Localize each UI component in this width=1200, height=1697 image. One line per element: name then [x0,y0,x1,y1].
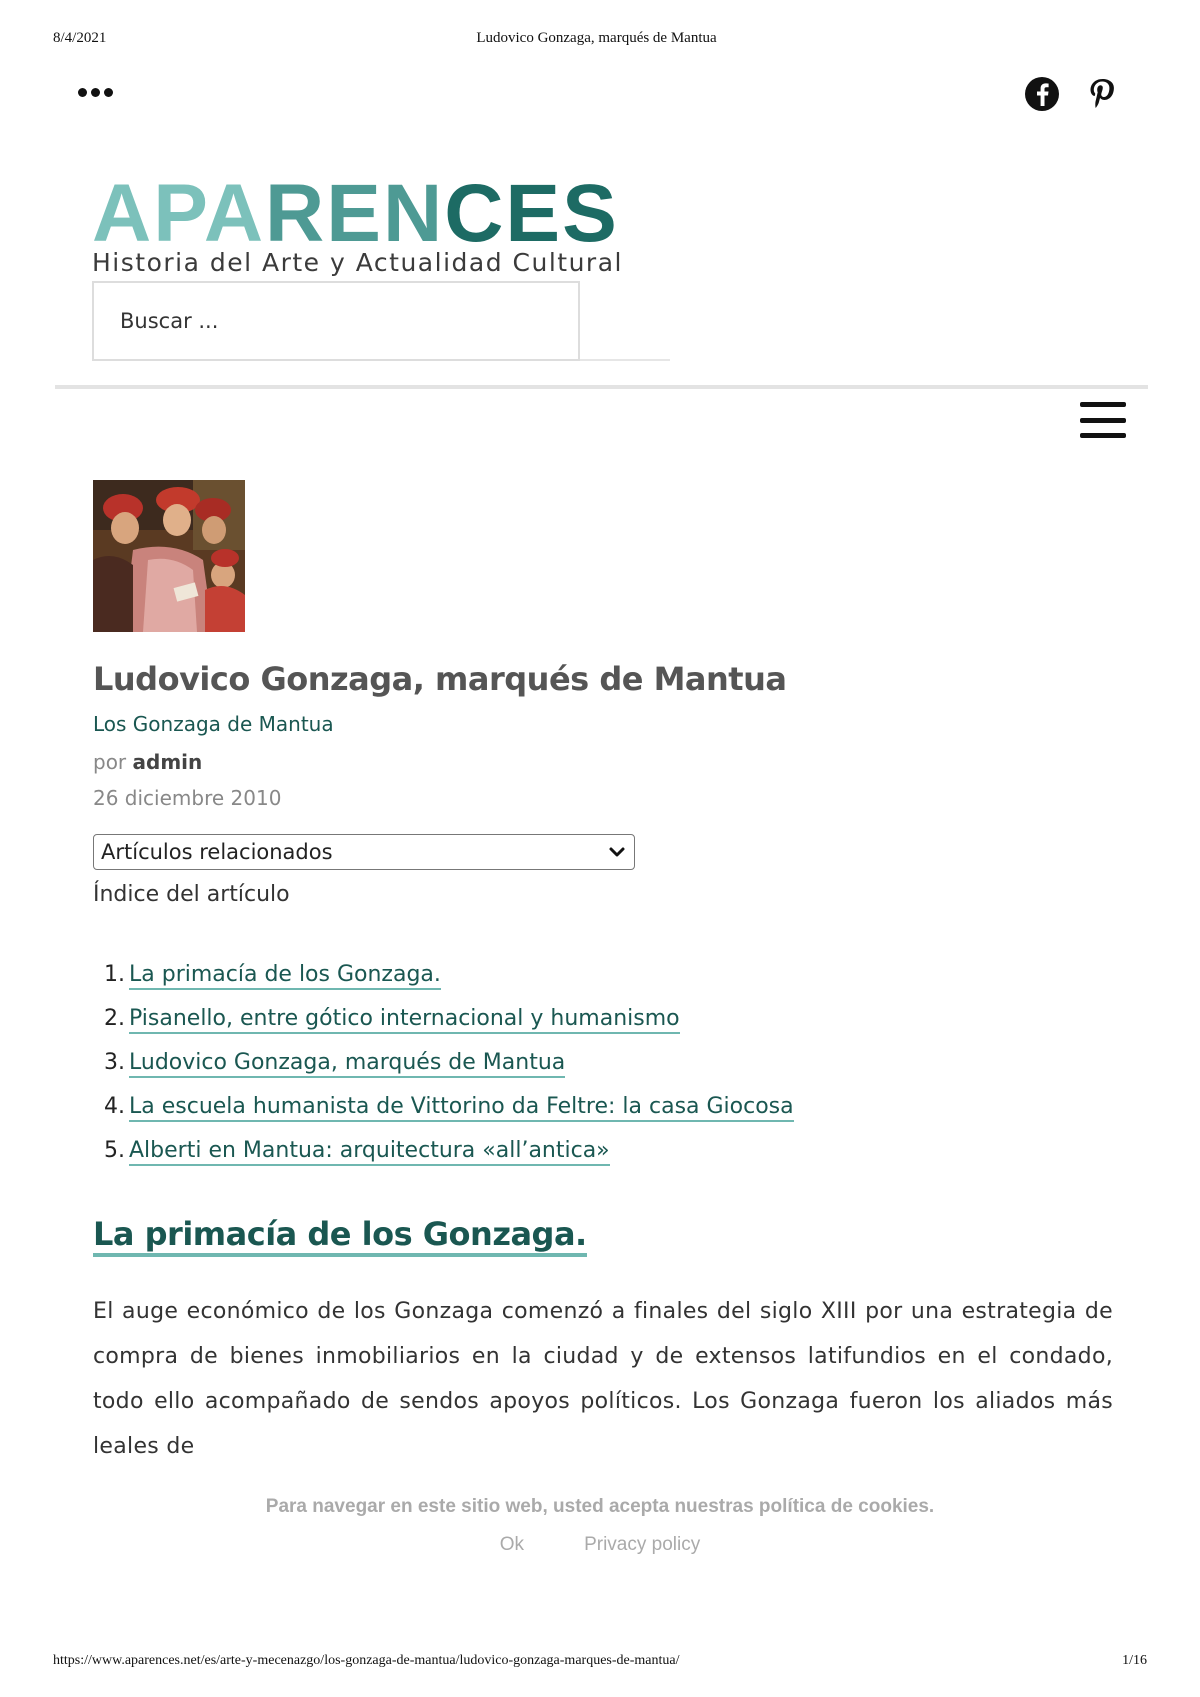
print-footer [53,1653,1147,1673]
pinterest-icon[interactable] [1084,76,1120,112]
table-of-contents [93,953,1113,1173]
site-logo[interactable] [92,168,652,277]
toc-item: 1. La primacía de los Gonzaga. [93,953,1113,997]
toc-link[interactable]: La escuela humanista de Vittorino da Feltre: la casa Giocosa [129,1094,794,1122]
privacy-policy-link[interactable]: Privacy policy [584,1534,701,1555]
toc-item: 5. Alberti en Mantua: arquitectura «all’antica» [93,1129,1113,1173]
toc-link[interactable]: La primacía de los Gonzaga. [129,962,441,990]
toc-item: 4. La escuela humanista de Vittorino da Feltre: la casa Giocosa [93,1085,1113,1129]
print-url: https://www.aparences.net/es/arte-y-mecenazgo/los-gonzaga-de-mantua/ludovico-gonzaga-marques-de-mantua/ [53,1653,680,1668]
toc-item: 2. Pisanello, entre gótico internacional y humanismo [93,997,1113,1041]
toc-item: 3. Ludovico Gonzaga, marqués de Mantua [93,1041,1113,1085]
related-select-value: Artículos relacionados [101,840,333,864]
search-input[interactable] [94,283,578,359]
toc-title: Índice del artículo [93,882,290,907]
cookie-actions [0,1534,1200,1556]
search-underline [580,359,670,361]
article-thumbnail [93,480,245,632]
social-links [1024,76,1120,112]
print-date: 8/4/2021 [53,30,107,46]
toc-link[interactable]: Pisanello, entre gótico internacional y humanismo [129,1006,680,1034]
cookie-ok-button[interactable]: Ok [499,1534,525,1555]
more-dots-icon[interactable] [78,80,118,104]
page-title: Ludovico Gonzaga, marqués de Mantua [93,660,787,698]
byline [93,750,1113,774]
author-link[interactable]: admin [132,750,203,774]
post-date: 26 diciembre 2010 [93,786,282,810]
section-heading[interactable]: La primacía de los Gonzaga. [93,1215,587,1257]
cookie-message: Para navegar en este sitio web, usted acepta nuestras política de cookies. [265,1496,935,1517]
print-header [53,30,1140,50]
print-title: Ludovico Gonzaga, marqués de Mantua [476,30,717,46]
related-articles-select[interactable] [93,834,635,870]
byline-prefix: por [93,750,127,774]
hamburger-icon[interactable] [1080,402,1126,438]
logo-tagline: Historia del Arte y Actualidad Cultural [92,248,623,277]
article-content [93,660,1113,1459]
header-divider [55,385,1148,389]
search-box [92,281,580,361]
paragraph-clip [93,1289,1113,1459]
category-link[interactable]: Los Gonzaga de Mantua [93,712,334,736]
body-paragraph: El auge económico de los Gonzaga comenzó a finales del siglo XIII por una estrategia de compra de bienes inmobiliarios en la ciudad y de extensos latifundios en el condado, todo ello acompañado de sendos apoyos políticos. Los Gonzaga fueron los aliados más leales de [93,1299,1113,1459]
toc-link[interactable]: Alberti en Mantua: arquitectura «all’antica» [129,1138,610,1166]
facebook-icon[interactable] [1024,76,1060,112]
cookie-banner [0,1496,1200,1556]
chevron-down-icon [608,843,626,861]
logo-wordmark: APARENCES [92,168,619,259]
print-page-number: 1/16 [1122,1653,1147,1668]
toc-link[interactable]: Ludovico Gonzaga, marqués de Mantua [129,1050,565,1078]
